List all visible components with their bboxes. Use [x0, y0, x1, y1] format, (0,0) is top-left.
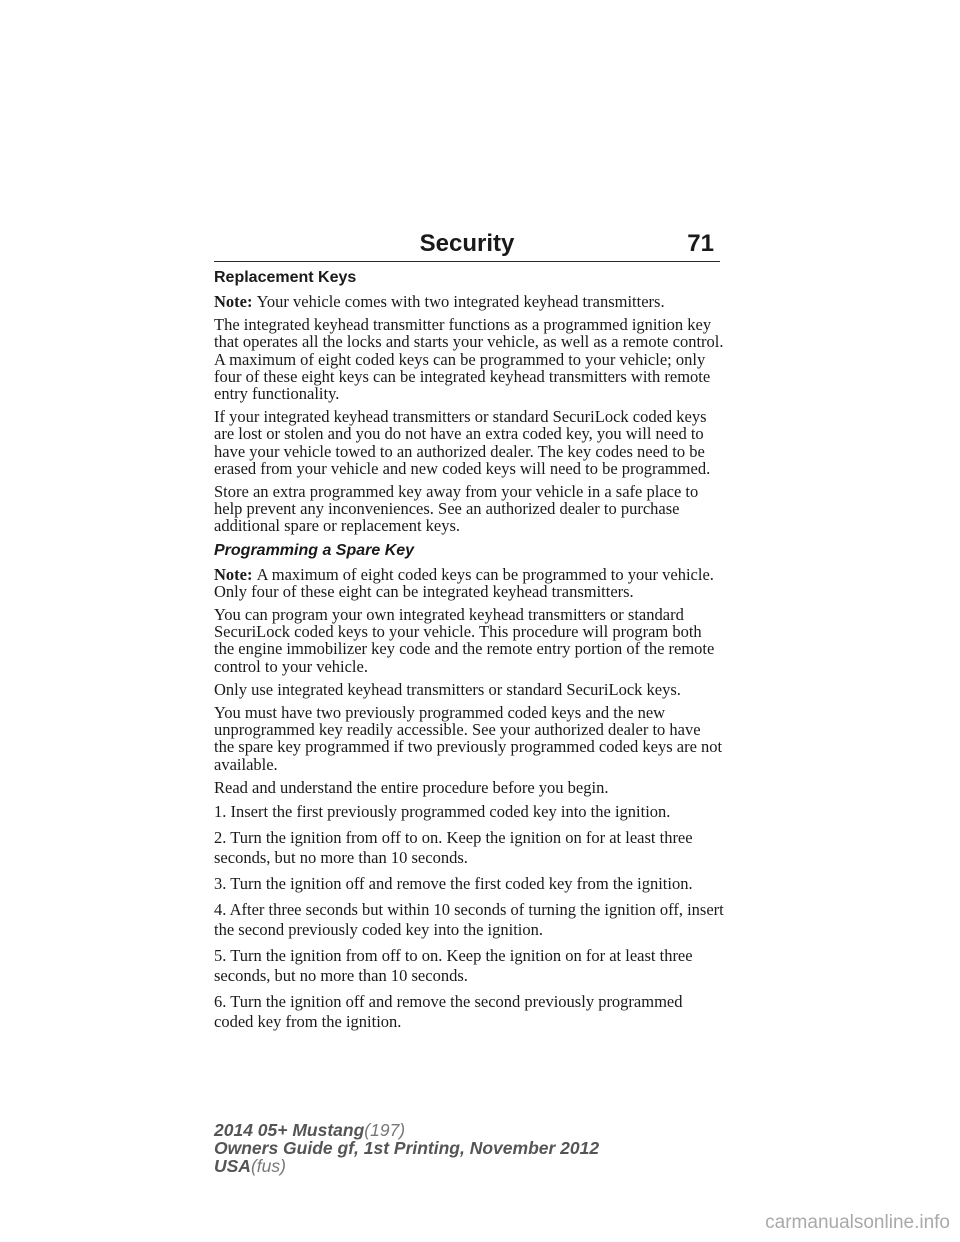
procedure-step: 6. Turn the ignition off and remove the second previously programmed coded key from the ignition. — [214, 992, 683, 1032]
paragraph: The integrated keyhead transmitter functions as a programmed ignition key that operates all the locks and starts your vehicle, as well as a remote control. A maximum of eight coded keys can be programmed to your vehicle; only four of these eight keys can be integrated keyhead transmitters with remote entry functionality. — [214, 315, 724, 404]
site-watermark: carmanualsonline.info — [765, 1212, 950, 1233]
programming-note — [214, 566, 724, 600]
footer-model-line — [214, 1121, 599, 1139]
paragraph: Only use integrated keyhead transmitters or standard SecuriLock keys. — [214, 679, 681, 699]
paragraph: Store an extra programmed key away from your vehicle in a safe place to help prevent any inconveniences. See an authorized dealer to purchase additional spare or replacement keys. — [214, 482, 699, 536]
replacement-note — [214, 293, 724, 310]
procedure-step: 3. Turn the ignition off and remove the first coded key from the ignition. — [214, 874, 693, 894]
footer-page-ref: (197) — [364, 1120, 406, 1140]
page-content — [214, 268, 724, 1038]
paragraph: You must have two previously programmed coded keys and the new unprogrammed key readily accessible. See your authorized dealer to have the spare key programmed if two previously programmed coded keys are not available. — [214, 703, 723, 774]
page-number: 71 — [687, 230, 714, 257]
procedure-step: 2. Turn the ignition from off to on. Keep the ignition on for at least three seconds, but no more than 10 seconds. — [214, 828, 693, 868]
footer-region: USA — [214, 1156, 251, 1176]
paragraph: Read and understand the entire procedure before you begin. — [214, 777, 609, 797]
footer-region-line — [214, 1157, 599, 1175]
programming-spare-key-heading: Programming a Spare Key — [214, 541, 415, 559]
footer-printing-line: Owners Guide gf, 1st Printing, November 2012 — [214, 1138, 600, 1158]
note-label: Note: — [214, 564, 253, 584]
note-text: A maximum of eight coded keys can be programmed to your vehicle. Only four of these eight can be integrated keyhead transmitters. — [214, 564, 714, 601]
footer-region-code: (fus) — [250, 1156, 286, 1176]
page-header — [214, 228, 720, 262]
footer-model: 2014 05+ Mustang — [214, 1120, 365, 1140]
procedure-step: 1. Insert the first previously programmed coded key into the ignition. — [214, 802, 671, 822]
section-title: Security — [419, 230, 515, 257]
procedure-step: 5. Turn the ignition from off to on. Keep the ignition on for at least three seconds, but no more than 10 seconds. — [214, 946, 693, 986]
note-label: Note: — [214, 292, 253, 311]
paragraph: If your integrated keyhead transmitters or standard SecuriLock coded keys are lost or stolen and you do not have an extra coded key, you will need to have your vehicle towed to an authorized dealer. The key codes need to be erased from your vehicle and new coded keys will need to be programmed. — [214, 407, 711, 478]
paragraph: You can program your own integrated keyhead transmitters or standard SecuriLock coded keys to your vehicle. This procedure will program both the engine immobilizer key code and the remote entry portion of the remote control to your vehicle. — [214, 605, 715, 676]
note-text: Your vehicle comes with two integrated keyhead transmitters. — [256, 292, 665, 311]
replacement-keys-heading: Replacement Keys — [214, 269, 357, 286]
print-footer — [214, 1121, 599, 1175]
procedure-step: 4. After three seconds but within 10 seconds of turning the ignition off, insert the second previously coded key into the ignition. — [214, 900, 724, 940]
